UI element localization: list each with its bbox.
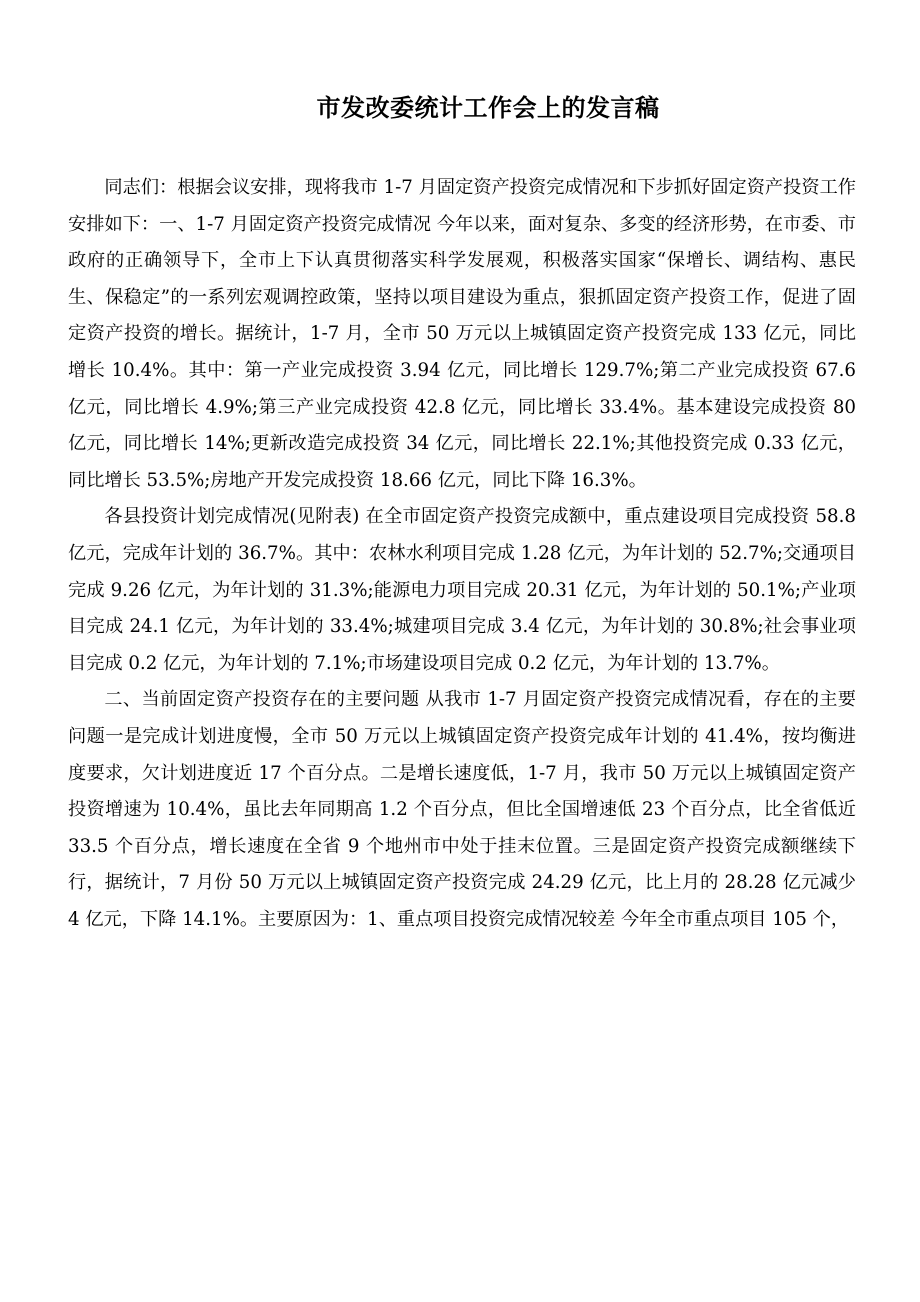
- document-body: [68, 170, 856, 938]
- paragraph-2: 各县投资计划完成情况(见附表) 在全市固定资产投资完成额中，重点建设项目完成投资 58.8 亿元，完成年计划的 36.7%。其中：农林水利项目完成 1.28 亿元，为年计划的 52.7%;交通项目完成 9.26 亿元，为年计划的 31.3%;能源电力项目完成 20.31 亿元，为年计划的 50.1%;产业项目完成 24.1 亿元，为年计划的 33.4%;城建项目完成 3.4 亿元，为年计划的 30.8%;社会事业项目完成 0.2 亿元，为年计划的 7.1%;市场建设项目完成 0.2 亿元，为年计划的 13.7%。: [68, 506, 856, 674]
- paragraph-3: 二、当前固定资产投资存在的主要问题 从我市 1-7 月固定资产投资完成情况看，存在的主要问题一是完成计划进度慢，全市 50 万元以上城镇固定资产投资完成年计划的 41.4%，按均衡进度要求，欠计划进度近 17 个百分点。二是增长速度低，1-7 月，我市 50 万元以上城镇固定资产投资增速为 10.4%，虽比去年同期高 1.2 个百分点，但比全国增速低 23 个百分点，比全省低近 33.5 个百分点，增长速度在全省 9 个地州市中处于挂末位置。三是固定资产投资完成额继续下行，据统计，7 月份 50 万元以上城镇固定资产投资完成 24.29 亿元，比上月的 28.28 亿元减少 4 亿元，下降 14.1%。主要原因为：1、重点项目投资完成情况较差 今年全市重点项目 105 个，: [68, 689, 856, 930]
- document-title: 市发改委统计工作会上的发言稿: [316, 94, 660, 122]
- paragraph-1: 同志们：根据会议安排，现将我市 1-7 月固定资产投资完成情况和下步抓好固定资产投资工作安排如下：一、1-7 月固定资产投资完成情况 今年以来，面对复杂、多变的经济形势，在市委、市政府的正确领导下，全市上下认真贯彻落实科学发展观，积极落实国家“保增长、调结构、惠民生、保稳定”的一系列宏观调控政策，坚持以项目建设为重点，狠抓固定资产投资工作，促进了固定资产投资的增长。据统计，1-7 月，全市 50 万元以上城镇固定资产投资完成 133 亿元，同比增长 10.4%。其中：第一产业完成投资 3.94 亿元，同比增长 129.7%;第二产业完成投资 67.6 亿元，同比增长 4.9%;第三产业完成投资 42.8 亿元，同比增长 33.4%。基本建设完成投资 80 亿元，同比增长 14%;更新改造完成投资 34 亿元，同比增长 22.1%;其他投资完成 0.33 亿元，同比增长 53.5%;房地产开发完成投资 18.66 亿元，同比下降 16.3%。: [68, 177, 856, 491]
